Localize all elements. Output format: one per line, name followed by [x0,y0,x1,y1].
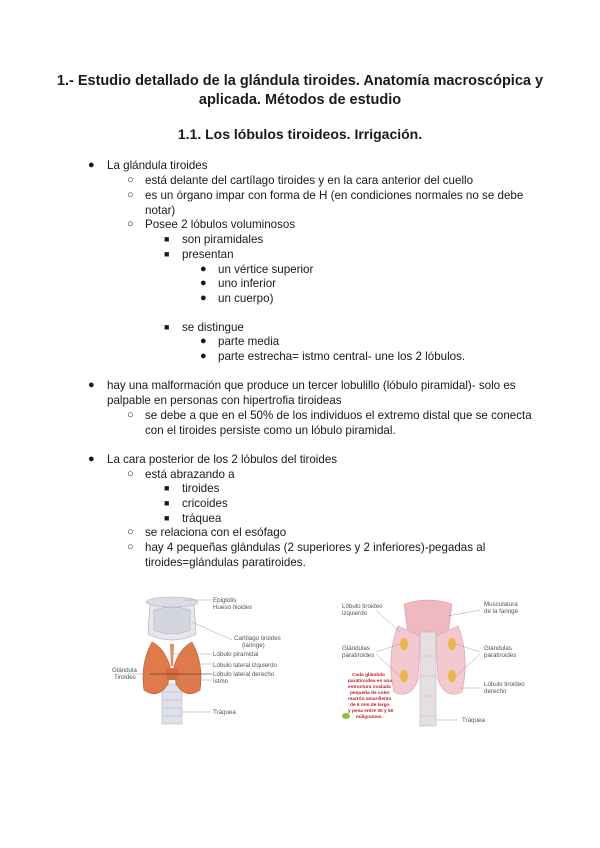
bullet-marker: ■ [164,322,170,332]
label-hioides: Hueso hioides [213,604,253,611]
list-item: se relaciona con el esófago [145,526,287,539]
label-faringe: de la faringe [484,608,519,615]
label-lobulo-der: Lóbulo tiroideo [484,681,525,688]
list-item-continuation: palpable en personas con hipertrofia tiroideas [107,394,342,407]
list-item: tiroides [182,482,220,495]
thyroid-anatomy-figure [112,594,282,726]
title-line-1: 1.- Estudio detallado de la glándula tiroides. Anatomía macroscópica y [56,73,544,89]
list-item: presentan [182,248,234,261]
label-lobulo-izq: Lóbulo lateral izquierdo [213,662,277,669]
bullet-marker: ■ [164,483,170,493]
bullet-marker: ○ [127,526,134,538]
leaf-icon [342,713,350,719]
list-item: La cara posterior de los 2 lóbulos del tiroides [107,453,338,466]
label-glandulas: Glándulas [342,645,370,652]
label-glandulas-r: Glándulas [484,645,512,652]
bullet-marker: ● [88,159,95,171]
list-item: Posee 2 lóbulos voluminosos [145,218,296,231]
list-item: hay una malformación que produce un tercer lobulillo (lóbulo piramidal)- solo es [107,379,516,392]
label-tiroides: Tiroides [114,674,136,681]
bullet-marker: ○ [127,468,134,480]
label-lobulo-piramidal: Lóbulo piramidal [213,651,259,658]
list-item: cricoides [182,497,228,510]
section-subtitle: 1.1. Los lóbulos tiroideos. Irrigación. [177,126,423,142]
label-izquierdo: izquierdo [342,610,368,617]
bullet-marker: ● [200,263,207,275]
label-traquea: Tráquea [213,709,236,716]
list-item: son piramidales [182,233,264,246]
list-item-continuation: tiroides=glándulas paratiroides. [145,556,306,569]
label-traquea-r: Tráquea [462,717,485,724]
list-item: uno inferior [218,277,277,290]
bullet-marker: ● [88,379,95,391]
bullet-marker: ○ [127,174,134,186]
label-glandula: Glándula [112,667,137,674]
list-item: hay 4 pequeñas glándulas (2 superiores y 2 inferiores)-pegadas al [145,541,486,554]
bullet-marker: ● [200,350,207,362]
list-item: un cuerpo) [218,292,274,305]
list-item: parte media [218,335,280,348]
list-item: está abrazando a [145,468,235,481]
list-item: está delante del cartílago tiroides y en la cara anterior del cuello [145,174,474,187]
bullet-marker: ● [200,292,207,304]
bullet-marker: ■ [164,498,170,508]
label-musculatura: Musculatura [484,601,518,608]
label-istmo: Istmo [213,678,229,685]
list-item: La glándula tiroides [107,159,208,172]
bullet-marker: ● [200,277,207,289]
annotation-line: pequeña de color [350,691,390,696]
label-paratiroides: paratiroides [342,652,375,659]
label-paratiroides-r: paratiroides [484,652,517,659]
label-lobulo-der: Lóbulo lateral derecho [213,671,275,678]
list-item: un vértice superior [218,263,314,276]
list-item: es un órgano impar con forma de H (en condiciones normales no se debe [145,189,524,202]
label-cartilago: Cartílago tiroides [234,635,281,642]
parathyroid-figure [334,596,525,728]
list-item-continuation: con el tiroides persiste como un lóbulo piramidal. [145,424,396,437]
annotation-line: paratiroidea es una [348,679,392,684]
label-epiglotis: Epiglotis [213,597,237,604]
annotation-line: estructura ovalada [348,685,391,690]
list-item: se debe a que en el 50% de los individuos el extremo distal que se conecta [145,409,532,422]
list-item: parte estrecha= istmo central- une los 2 lóbulos. [218,350,466,363]
bullet-marker: ○ [127,189,134,201]
list-item: se distingue [182,321,244,334]
bullet-marker: ○ [127,541,134,553]
title-line-2: aplicada. Métodos de estudio [198,92,402,108]
annotation-line: Cada glándula [352,673,385,678]
label-lobulo-izq: Lóbulo tiroideo [342,603,383,610]
label-laringe: (laringe) [242,642,265,649]
annotation-line: y pesa entre 30 y 50 [348,709,394,714]
bullet-marker: ● [88,453,95,465]
annotation-line: marrón amarillento [348,697,392,702]
bullet-marker: ○ [127,409,134,421]
bullet-marker: ● [200,335,207,347]
list-item-continuation: notar) [145,204,176,217]
label-derecho: derecho [484,688,507,695]
annotation-line: de 6 mm de largo [350,703,390,708]
bullet-marker: ■ [164,249,170,259]
list-item: tráquea [182,512,222,525]
bullet-marker: ○ [127,218,134,230]
annotation-line: miligramos. [356,715,383,720]
bullet-marker: ■ [164,234,170,244]
bullet-marker: ■ [164,513,170,523]
